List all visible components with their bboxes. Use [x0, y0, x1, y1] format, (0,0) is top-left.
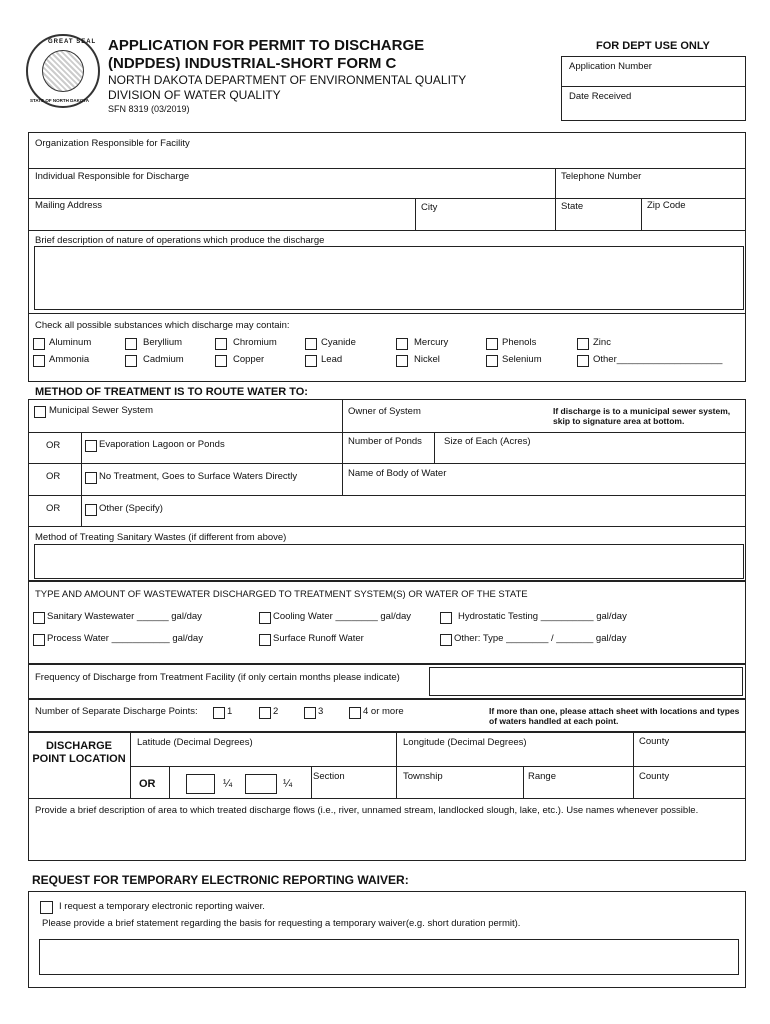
- substance-cadmium-label: Cadmium: [143, 354, 184, 365]
- municipal-sewer-label: Municipal Sewer System: [49, 405, 154, 416]
- waiver-section: [28, 891, 746, 988]
- state-seal: [26, 34, 100, 108]
- frequency-label: Frequency of Discharge from Treatment Facility (if only certain months please indicate): [35, 672, 400, 683]
- body-of-water-label: Name of Body of Water: [348, 468, 447, 479]
- section-label: Section: [313, 771, 345, 782]
- substance-zinc-label: Zinc: [593, 337, 611, 348]
- location-or-label: OR: [139, 778, 156, 790]
- individual-responsible-label: Individual Responsible for Discharge: [35, 171, 190, 182]
- date-received-label: Date Received: [569, 91, 632, 102]
- form-title-line2: (NDPDES) INDUSTRIAL-SHORT FORM C: [108, 55, 397, 72]
- checkbox-selenium[interactable]: [486, 355, 498, 367]
- checkbox-copper[interactable]: [215, 355, 227, 367]
- points-1-label: 1: [227, 706, 233, 717]
- township-label: Township: [403, 771, 443, 782]
- substance-chromium-label: Chromium: [233, 337, 277, 348]
- checkbox-cyanide[interactable]: [305, 338, 317, 350]
- checkbox-process-water[interactable]: [33, 634, 45, 646]
- checkbox-beryllium[interactable]: [125, 338, 137, 350]
- process-water-label: Process Water ___________ gal/day: [47, 633, 203, 644]
- substance-lead-label: Lead: [321, 354, 343, 365]
- substance-phenols-label: Phenols: [502, 337, 537, 348]
- substance-mercury-label: Mercury: [414, 337, 449, 348]
- sanitary-method-label: Method of Treating Sanitary Wastes (if different from above): [35, 532, 287, 543]
- checkbox-waiver-request[interactable]: [40, 901, 53, 914]
- treatment-section: [28, 399, 746, 581]
- discharge-points-note: If more than one, please attach sheet with locations and types of waters handled at each point.: [489, 706, 740, 726]
- quarter-label-1: ¼: [223, 778, 233, 790]
- checkbox-points-4-or-more[interactable]: [349, 707, 361, 719]
- checkbox-cooling-water[interactable]: [259, 612, 271, 624]
- other-treatment-label: Other (Specify): [99, 503, 163, 514]
- area-description-label: Provide a brief description of area to which treated discharge flows (i.e., river, unnamed stream, landlocked slough, lake, etc.). Use names whenever possible.: [35, 805, 699, 816]
- quarter-label-2: ¼: [283, 778, 293, 790]
- substance-copper-label: Copper: [233, 354, 265, 365]
- checkbox-other-substance[interactable]: [577, 355, 589, 367]
- substance-beryllium-label: Beryllium: [143, 337, 183, 348]
- discharge-points-label: Number of Separate Discharge Points:: [35, 706, 198, 717]
- county-label-1: County: [639, 736, 670, 747]
- surface-runoff-label: Surface Runoff Water: [273, 633, 364, 644]
- seal-text-top: GREAT SEAL: [48, 39, 97, 45]
- checkbox-mercury[interactable]: [396, 338, 408, 350]
- sanitary-method-input[interactable]: [34, 544, 744, 579]
- form-title-line1: APPLICATION FOR PERMIT TO DISCHARGE: [108, 37, 425, 54]
- form-number: SFN 8319 (03/2019): [108, 104, 190, 114]
- quarter-input-1[interactable]: [186, 774, 215, 794]
- state-label: State: [561, 201, 584, 212]
- evaporation-lagoon-label: Evaporation Lagoon or Ponds: [99, 439, 225, 450]
- county-label-2: County: [639, 771, 670, 782]
- checkbox-municipal-sewer[interactable]: [34, 406, 46, 418]
- points-3-label: 3: [318, 706, 324, 717]
- checkbox-evaporation-lagoon[interactable]: [85, 440, 97, 452]
- checkbox-nickel[interactable]: [396, 355, 408, 367]
- checkbox-points-2[interactable]: [259, 707, 271, 719]
- zip-code-label: Zip Code: [647, 200, 686, 211]
- cooling-water-label: Cooling Water ________ gal/day: [273, 611, 412, 622]
- substance-other-label: Other____________________: [593, 354, 723, 365]
- checkbox-sanitary-wastewater[interactable]: [33, 612, 45, 624]
- or-label-3: OR: [46, 503, 61, 514]
- sanitary-wastewater-label: Sanitary Wastewater ______ gal/day: [47, 611, 202, 622]
- application-number-label: Application Number: [569, 61, 652, 72]
- facility-section: [28, 132, 746, 382]
- wastewater-heading: TYPE AND AMOUNT OF WASTEWATER DISCHARGED TO TREATMENT SYSTEM(S) OR WATER OF THE STATE: [35, 589, 528, 600]
- brief-description-label: Brief description of nature of operations which produce the discharge: [35, 235, 325, 246]
- other-wastewater-label: Other: Type ________ / _______ gal/day: [454, 633, 627, 644]
- discharge-points-row: [28, 699, 746, 732]
- checkbox-ammonia[interactable]: [33, 355, 45, 367]
- checkbox-other-treatment[interactable]: [85, 504, 97, 516]
- no-treatment-label: No Treatment, Goes to Surface Waters Directly: [99, 471, 298, 482]
- discharge-location-heading: DISCHARGE POINT LOCATION: [32, 740, 126, 765]
- quarter-input-2[interactable]: [245, 774, 277, 794]
- seal-emblem-icon: [42, 50, 84, 92]
- substance-ammonia-label: Ammonia: [49, 354, 90, 365]
- number-of-ponds-label: Number of Ponds: [348, 436, 422, 447]
- telephone-label: Telephone Number: [561, 171, 642, 182]
- checkbox-surface-runoff[interactable]: [259, 634, 271, 646]
- dept-use-heading: FOR DEPT USE ONLY: [596, 40, 710, 52]
- latitude-label: Latitude (Decimal Degrees): [137, 737, 253, 748]
- substances-heading: Check all possible substances which discharge may contain:: [35, 320, 290, 331]
- points-4-or-more-label: 4 or more: [363, 706, 404, 717]
- checkbox-aluminum[interactable]: [33, 338, 45, 350]
- waiver-request-label: I request a temporary electronic reporting waiver.: [59, 901, 265, 912]
- department-name: NORTH DAKOTA DEPARTMENT OF ENVIRONMENTAL QUALITY: [108, 73, 467, 87]
- waiver-heading: REQUEST FOR TEMPORARY ELECTRONIC REPORTING WAIVER:: [32, 873, 409, 887]
- checkbox-hydrostatic-testing[interactable]: [440, 612, 452, 624]
- org-responsible-label: Organization Responsible for Facility: [35, 138, 190, 149]
- frequency-input[interactable]: [429, 667, 743, 696]
- substance-selenium-label: Selenium: [502, 354, 542, 365]
- treatment-heading: METHOD OF TREATMENT IS TO ROUTE WATER TO:: [35, 386, 308, 398]
- size-of-each-label: Size of Each (Acres): [444, 436, 531, 447]
- owner-of-system-label: Owner of System: [348, 406, 421, 417]
- seal-text-bottom: STATE OF NORTH DAKOTA: [30, 98, 89, 103]
- hydrostatic-testing-label: Hydrostatic Testing __________ gal/day: [458, 611, 627, 622]
- frequency-row: [28, 664, 746, 699]
- or-label-1: OR: [46, 440, 61, 451]
- checkbox-points-3[interactable]: [304, 707, 316, 719]
- or-label-2: OR: [46, 471, 61, 482]
- checkbox-chromium[interactable]: [215, 338, 227, 350]
- checkbox-other-wastewater[interactable]: [440, 634, 452, 646]
- checkbox-phenols[interactable]: [486, 338, 498, 350]
- checkbox-no-treatment[interactable]: [85, 472, 97, 484]
- longitude-label: Longitude (Decimal Degrees): [403, 737, 527, 748]
- wastewater-section: [28, 581, 746, 664]
- municipal-skip-note: If discharge is to a municipal sewer system, skip to signature area at bottom.: [553, 406, 731, 426]
- brief-description-input[interactable]: [34, 246, 744, 310]
- division-name: DIVISION OF WATER QUALITY: [108, 88, 281, 102]
- dept-use-box: [561, 56, 746, 121]
- location-section: [28, 732, 746, 861]
- waiver-statement-input[interactable]: [39, 939, 739, 975]
- substance-cyanide-label: Cyanide: [321, 337, 356, 348]
- substance-aluminum-label: Aluminum: [49, 337, 92, 348]
- mailing-address-label: Mailing Address: [35, 200, 103, 211]
- waiver-statement-label: Please provide a brief statement regarding the basis for requesting a temporary waiver(e.g. short duration permit).: [42, 918, 521, 929]
- checkbox-points-1[interactable]: [213, 707, 225, 719]
- checkbox-zinc[interactable]: [577, 338, 589, 350]
- substance-nickel-label: Nickel: [414, 354, 440, 365]
- range-label: Range: [528, 771, 556, 782]
- points-2-label: 2: [273, 706, 279, 717]
- city-label: City: [421, 202, 438, 213]
- checkbox-cadmium[interactable]: [125, 355, 137, 367]
- checkbox-lead[interactable]: [305, 355, 317, 367]
